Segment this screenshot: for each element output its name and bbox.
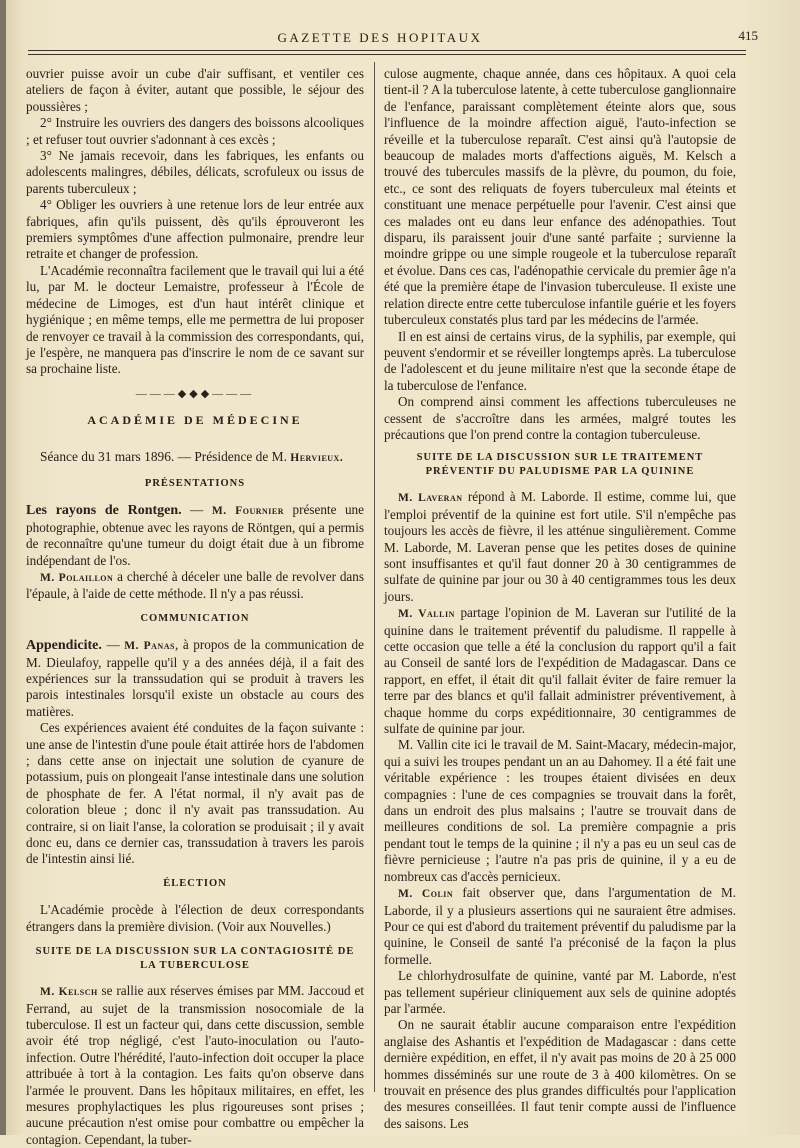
rontgen-text: présente une photographie, obtenue avec les rayons de Röntgen, qui a permis de reconnaître qu'une tumeur du doigt était due à un fibrome indépendant de l'os. xyxy=(26,502,364,568)
paragraph: Il en est ainsi de certains virus, de la syphilis, par exemple, qui peuvent s'endormir et se réveiller longtemps après. La tuberculose de l'adolescent et du jeune militaire n'est que la seconde étape de la tuberculose de l'enfance. xyxy=(384,328,736,393)
laveran-paragraph xyxy=(384,489,736,605)
column-divider xyxy=(374,62,375,1092)
vallin-paragraph xyxy=(384,605,736,737)
author-name: M. Vallin xyxy=(398,608,455,621)
academie-heading: ACADÉMIE DE MÉDECINE xyxy=(87,413,303,428)
paragraph: Ces expériences avaient été conduites de la façon suivante : une anse de l'intestin d'une poule était attirée hors de l'abdomen ; dans cette anse on injectait une solution de cyanure de potassium, puis on plongeait l'anse intestinale dans une solution de phosphate de fer. A l'état normal, il n'y avait pas de coloration bleue ; donc il n'y avait pas transsudation. Au contraire, si on liait l'anse, la coloration se produisait ; il y avait donc eu, dans ce dernier cas, transsudation à travers les parois de l'intestin ainsi lié. xyxy=(26,720,364,867)
colin-paragraph xyxy=(384,885,736,968)
polaillon-paragraph xyxy=(26,569,364,603)
paragraph: L'Académie reconnaîtra facilement que le travail qui lui a été lu, par M. le docteur Lemaistre, professeur à l'École de médecine de Limoges, est d'un haut intérêt clinique et hygiénique ; en même temps, elle me permettra de lui proposer de renvoyer ce travail à la commission des correspondants, qui, je l'espère, ne manquera pas d'inscrire le nom de ce savant sur sa prochaine liste. xyxy=(26,262,364,377)
paragraph: On ne saurait établir aucune comparaison entre l'expédition anglaise des Ashantis et l'expédition de Madagascar : dans cette dernière expédition, en effet, il n'y avait pas moins de 20 à 25 000 hommes disséminés sur une route de 3 à 400 kilomètres. On se trouvait en présence des plus grandes difficultés pour l'application des mesures conseillées. Il faut tenir compte aussi de l'influence des saisons. Les xyxy=(384,1017,736,1131)
paragraph: 3° Ne jamais recevoir, dans les fabriques, les enfants ou adolescents malingres, débiles, délicats, scrofuleux ou issus de parents tuberculeux ; xyxy=(26,148,364,196)
polaillon-text: a cherché à déceler une balle de revolver dans l'épaule, à l'aide de cette méthode. Il n'y a pas réussi. xyxy=(26,568,365,602)
paragraph: ouvrier puisse avoir un cube d'air suffisant, et ventiler ces ateliers de façon à éviter, autant que possible, le séjour des poussières ; xyxy=(26,66,364,114)
kelsch-text: se rallie aux réserves émises par MM. Jaccoud et Ferrand, au sujet de la transmission nosocomiale de la tuberculose. Il est un facteur qui, dans cette discussion, semble avoir été trop négligé, c'est l'auto-inoculation ou l'auto-infection. Outre l'hérédité, l'auto-infection doit occuper la place attribuée à tort à la contagion. Les faits qu'on observe dans l'armée le prouvent. Dans les hôpitaux militaires, en effet, les mesures prophylactiques les plus rigoureuses sont prises ; aucune précaution n'est omise pour combattre ou empêcher la contagion. Cependant, la tuber- xyxy=(26,983,364,1147)
kelsch-paragraph xyxy=(26,983,364,1148)
seance-date: Séance du 31 mars 1896. — Présidence de M. xyxy=(40,448,291,464)
vallin-text: partage l'opinion de M. Laveran sur l'utilité de la quinine dans le traitement préventif du paludisme. Il rappelle à cette occasion que telle a été la conclusion du rapport qu'il a fait au Conseil de santé lors de l'expédition de Madagascar. Dans ce rapport, en effet, il était dit qu'il fallait éviter de faire remuer la terre par des blancs et qu'il fallait administrer préventivement, à chaque homme du corps expéditionnaire, 30 centigrammes de sulfate de quinine par jour. xyxy=(384,605,736,737)
laveran-text: répond à M. Laborde. Il estime, comme lui, que l'emploi préventif de la quinine est fort utile. S'il n'empêche pas toujours les accès de fièvre, il les atténue singulièrement. Comme M. Laborde, M. Laveran pense que les petites doses de quinine sont insuffisantes et qu'il faut donner 20 à 30 centigrammes de sulfate de quinine par jour ou 30 à 40 centigrammes tous les deux jours. xyxy=(384,489,736,604)
seance-president: Hervieux. xyxy=(290,451,344,464)
paragraph: Le chlorhydrosulfate de quinine, vanté par M. Laborde, n'est pas tellement supérieur cliniquement aux sels de quinine adoptés par l'armée. xyxy=(384,968,736,1016)
colin-text: fait observer que, dans l'argumentation de M. Laborde, il y a plusieurs assertions qui ne sauraient être admises. Pour ce qui est d'abord du traitement préventif du paludisme par la quinine, le Conseil de santé l'a préconisé de la façon la plus formelle. xyxy=(384,885,736,967)
rontgen-paragraph: Les rayons de Rontgen. — M. Fournier présente une photographie, obtenue avec les rayons de Röntgen, qui a permis de reconnaître qu'une tumeur du doigt était due à un fibrome indépendant de l'os. xyxy=(26,502,364,568)
header-rule-thin xyxy=(28,54,746,55)
paragraph: 2° Instruire les ouvriers des dangers des boissons alcooliques ; et refuser tout ouvrier s'adonnant à ces excès ; xyxy=(26,115,364,147)
paragraph: L'Académie procède à l'élection de deux correspondants étrangers dans la première division. (Voir aux Nouvelles.) xyxy=(26,902,364,934)
contagiosite-heading: SUITE DE LA DISCUSSION SUR LA CONTAGIOSITÉ DE LA TUBERCULOSE xyxy=(35,946,355,972)
presentations-heading: PRÉSENTATIONS xyxy=(144,477,246,489)
section-ornament: ———◆◆◆——— xyxy=(135,387,255,400)
communication-heading: COMMUNICATION xyxy=(140,612,250,624)
page-number: 415 xyxy=(738,28,758,43)
paludisme-heading: SUITE DE LA DISCUSSION SUR LE TRAITEMENT PRÉVENTIF DU PALUDISME PAR LA QUININE xyxy=(416,452,704,478)
journal-title: GAZETTE DES HOPITAUX xyxy=(277,30,483,45)
author-name: M. Fournier xyxy=(211,505,284,518)
right-column xyxy=(384,66,736,1132)
binding-edge xyxy=(0,0,6,1135)
appendicite-title: Appendicite. xyxy=(26,638,102,654)
paragraph: M. Vallin cite ici le travail de M. Saint-Macary, médecin-major, qui a suivi les troupes pendant un an au Dahomey. Il a été fait une véritable expérience : les troupes étaient divisées en deux compagnies : l'une de ces compagnies se trouvait dans la forêt, dans un endroit des plus malsains ; l'autre se trouvait dans de meilleures conditions de sol. La première compagnie a pris pendant tout le temps de la quinine ; il n'y a pas eu un seul cas de fièvre pernicieuse ; l'autre n'a pas pris de quinine, il y a eu de nombreux cas d'accès pernicieux. xyxy=(384,737,736,884)
author-name: M. Polaillon xyxy=(40,571,114,584)
paragraph: On comprend ainsi comment les affections tuberculeuses ne cessent de s'accroître dans les armées, malgré toutes les précautions que l'on prend contre la contagion tuberculeuse. xyxy=(384,394,736,442)
author-name: M. Laveran xyxy=(398,492,463,505)
page-header xyxy=(20,26,758,50)
appendicite-text: , à propos de la communication de M. Dieulafoy, rappelle qu'il y a des années déjà, il a fait des expériences sur la transsudation qui se produit à travers les parois intestinales lorsqu'il existe un obstacle au cours des matières. xyxy=(26,637,364,719)
election-heading: ÉLECTION xyxy=(163,877,227,889)
author-name: M. Panas xyxy=(124,640,175,653)
header-rule-thick xyxy=(28,50,746,51)
author-name: M. Colin xyxy=(398,888,454,901)
seance-line xyxy=(26,449,364,466)
left-column xyxy=(26,66,364,1148)
rontgen-title: Les rayons de Rontgen. xyxy=(26,503,182,519)
appendicite-paragraph: Appendicite. — M. Panas, à propos de la communication de M. Dieulafoy, rappelle qu'il y a des années déjà, il a fait des expériences sur la transsudation qui se produit à travers les parois intestinales lorsqu'il existe un obstacle au cours des matières. xyxy=(26,637,364,719)
author-name: M. Kelsch xyxy=(40,986,98,999)
paragraph: culose augmente, chaque année, dans ces hôpitaux. A quoi cela tient-il ? A la tuberculose latente, à cette tuberculose ganglionnaire de l'enfance, paraissant complètement éteinte alors que, sous l'influence de la moindre affection aiguë, l'auto-infection se réveille et la tuberculose reparaît. C'est ainsi qu'à l'autopsie de beaucoup de malades morts d'affections aiguës, M. Kelsch a trouvé des tubercules massifs de la plèvre, du poumon, du foie, etc., ce sont des reliquats de foyers tuberculeux mal éteints et constituant une menace perpétuelle pour l'avenir. C'est ainsi que ces malades ont eu dans leur enfance des adénopathies. Tout disparu, ils paraissent jouir d'une santé parfaite ; survienne la moindre grippe ou une simple rougeole et la tuberculose reparaît et évolue. Dans ces cas, l'adénopathie cervicale du premier âge n'a été que la première étape de l'invasion tuberculeuse. Il existe une relation directe entre cette tuberculose infantile guérie et les foyers tuberculeux constatés plus tard par les médecins de l'armée. xyxy=(384,66,736,328)
paragraph: 4° Obliger les ouvriers à une retenue lors de leur entrée aux fabriques, afin qu'ils puissent, dès qu'ils éprouveront les premiers symptômes d'une affection pulmonaire, prendre leur retraite et changer de profession. xyxy=(26,197,364,262)
